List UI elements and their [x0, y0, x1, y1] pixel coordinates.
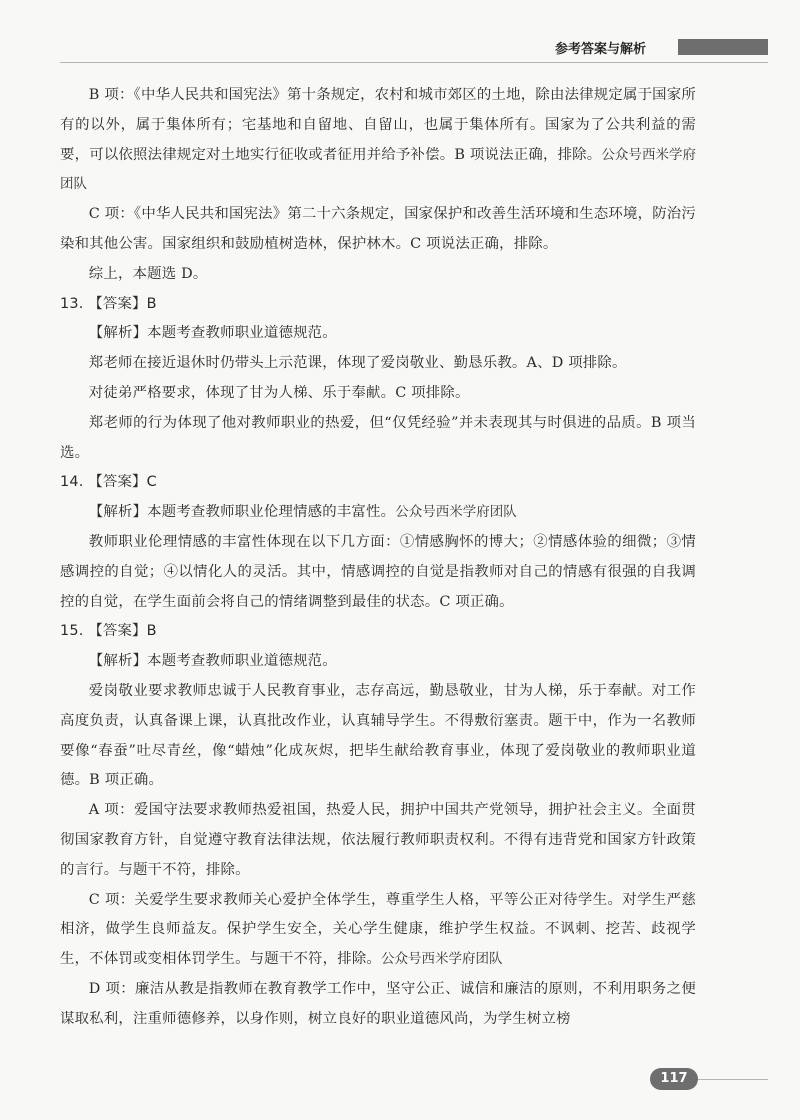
analysis-15-line-2: A 项：爱国守法要求教师热爱祖国，热爱人民，拥护中国共产党领导，拥护社会主义。全面贯彻国家教育方针，自觉遵守教育法律法规，依法履行教师职责权利。不得有违背党和国家方针政策的言行。与题干不符，排除。	[60, 802, 696, 878]
analysis-14-line-1: 教师职业伦理情感的丰富性体现在以下几方面：①情感胸怀的博大；②情感体验的细微；③情感调控的自觉；④以情化人的灵活。其中，情感调控的自觉是指教师对自己的情感有很强的自我调控的自觉，在学生面前会将自己的情绪调整到最佳的状态。C 项正确。	[60, 533, 696, 610]
analysis-13-line-2: 对徒弟严格要求，体现了甘为人梯、乐于奉献。C 项排除。	[88, 384, 470, 401]
header-decor-bar	[678, 39, 768, 55]
answer-13: 13. 【答案】B	[60, 295, 157, 312]
analysis-13-line-3: 郑老师的行为体现了他对教师职业的热爱，但“仅凭经验”并未表现其与时俱进的品质。B 项当选。	[60, 414, 696, 461]
analysis-15: 【解析】本题考查教师职业道德规范。	[88, 653, 337, 670]
analysis-14: 【解析】本题考查教师职业伦理情感的丰富性。公众号西米学府团队	[88, 504, 517, 521]
page-number: 117	[650, 1068, 698, 1090]
paragraph-option-c: C 项：《中华人民共和国宪法》第二十六条规定，国家保护和改善生活环境和生态环境，防治污染和其他公害。国家组织和鼓励植树造林，保护林木。C 项说法正确，排除。	[60, 206, 696, 252]
header-title: 参考答案与解析	[554, 42, 646, 57]
watermark-text: 公众号西米学府团队	[60, 146, 696, 193]
page-header	[60, 36, 768, 63]
analysis-13: 【解析】本题考查教师职业道德规范。	[88, 325, 337, 342]
paragraph-conclusion: 综上，本题选 D。	[88, 265, 208, 282]
analysis-15-line-1: 爱岗敬业要求教师忠诚于人民教育事业，志存高远，勤恳敬业，甘为人梯，乐于奉献。对工作高度负责，认真备课上课，认真批改作业，认真辅导学生。不得敷衍塞责。题干中，作为一名教师要像“春蚕”吐尽青丝，像“蜡烛”化成灰烬，把毕生献给教育事业，体现了爱岗敬业的教师职业道德。B 项正确。	[60, 682, 696, 789]
analysis-15-line-3: C 项：关爱学生要求教师关心爱护全体学生，尊重学生人格，平等公正对待学生。对学生严慈相济，做学生良师益友。保护学生安全，关心学生健康，维护学生权益。不讽刺、挖苦、歧视学生，不体罚或变相体罚学生。与题干不符，排除。公众号西米学府团队	[60, 891, 696, 968]
page-content	[60, 81, 696, 1035]
analysis-15-line-4: D 项：廉洁从教是指教师在教育教学工作中，坚守公正、诚信和廉洁的原则，不利用职务之便谋取私利，注重师德修养，以身作则，树立良好的职业道德风尚，为学生树立榜	[60, 980, 696, 1027]
watermark-text: 公众号西米学府团队	[395, 504, 517, 521]
answer-15: 15. 【答案】B	[60, 623, 157, 640]
paragraph-option-b: B 项：《中华人民共和国宪法》第十条规定，农村和城市郊区的土地，除由法律规定属于国家所有的以外，属于集体所有；宅基地和自留地、自留山，也属于集体所有。国家为了公共利益的需要，可以依照法律规定对土地实行征收或者征用并给予补偿。B 项说法正确，排除。公众号西米学府团队	[60, 87, 696, 193]
analysis-13-line-1: 郑老师在接近退休时仍带头上示范课，体现了爱岗敬业、勤恳乐教。A、D 项排除。	[88, 355, 627, 372]
watermark-text: 公众号西米学府团队	[381, 951, 503, 968]
answer-14: 14. 【答案】C	[60, 474, 157, 491]
footer-rule	[698, 1079, 768, 1080]
